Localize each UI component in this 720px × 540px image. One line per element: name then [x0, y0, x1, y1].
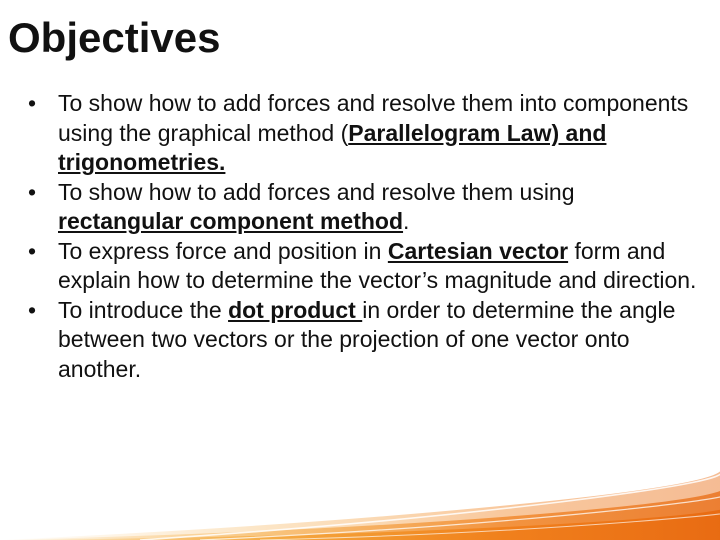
objective-text-tail: .	[403, 208, 410, 234]
objective-item	[28, 178, 700, 237]
objective-item	[28, 237, 700, 296]
objective-emphasis: Cartesian vector	[387, 237, 569, 264]
swoosh-band-2	[0, 482, 720, 540]
objective-text: To introduce the	[58, 296, 229, 323]
swoosh-line-3	[260, 506, 720, 540]
objective-text-tail: form and explain how to determine the vector’s magnitude and direction.	[58, 237, 697, 293]
objectives-list	[28, 89, 700, 384]
bullet-marker: •	[28, 296, 37, 323]
bullet-marker: •	[28, 90, 37, 116]
swoosh-line-1	[140, 470, 720, 540]
objective-emphasis: dot product	[228, 296, 363, 323]
objective-emphasis: rectangular component method	[58, 208, 404, 234]
objective-text: To show how to add forces and resolve them using	[58, 178, 575, 205]
objective-text: To show how to add forces and resolve them into components using the graphical method (	[58, 90, 689, 146]
bullet-marker: •	[28, 178, 37, 205]
swoosh-band-3	[0, 500, 720, 540]
swoosh-band-1	[0, 466, 720, 540]
orange-swoosh-decoration	[0, 460, 720, 540]
objective-item	[28, 89, 700, 178]
swoosh-line-2	[200, 488, 720, 540]
objective-emphasis: Parallelogram Law) and trigonometries.	[58, 119, 607, 175]
objective-item	[28, 296, 700, 385]
objective-text-tail: in order to determine the angle between two vectors or the projection of one vector onto another.	[58, 296, 676, 382]
bullet-marker: •	[28, 237, 37, 264]
objective-text: To express force and position in	[58, 237, 388, 264]
slide-title: Objectives	[8, 14, 221, 61]
